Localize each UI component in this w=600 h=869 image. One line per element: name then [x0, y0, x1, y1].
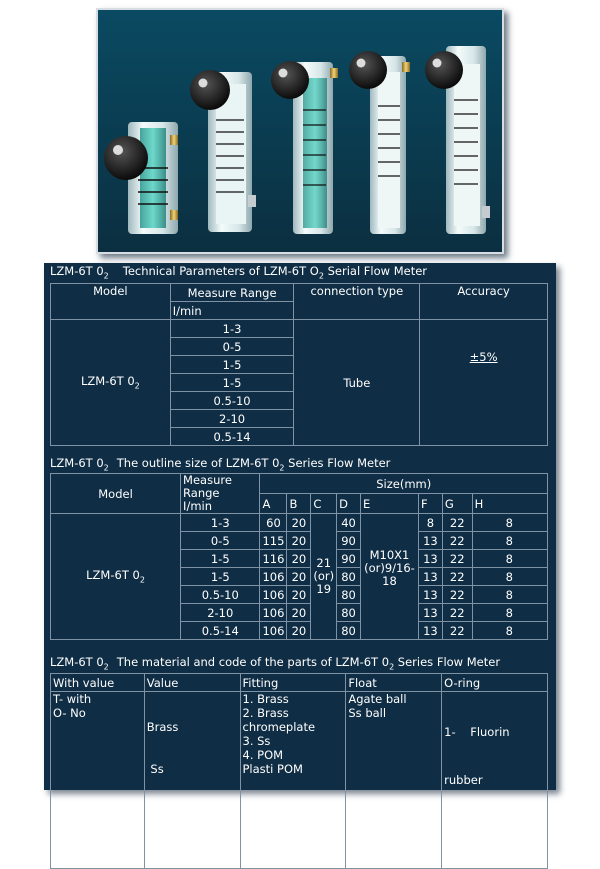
f-cell: 13 — [418, 550, 442, 568]
h-cell: 8 — [472, 550, 547, 568]
fitting-cell — [240, 692, 346, 869]
e-cell — [361, 514, 419, 640]
fitting-line: 4. POM — [242, 748, 284, 762]
header-col-b: B — [287, 494, 311, 514]
header-value: Value — [144, 674, 240, 692]
title-suffix: Series Flow Meter — [284, 456, 391, 470]
title-main-sub: 2 — [389, 662, 395, 672]
float-cell — [346, 692, 442, 869]
title-suffix: Series Flow Meter — [394, 655, 501, 669]
header-float: Float — [346, 674, 442, 692]
b-cell: 20 — [287, 622, 311, 640]
range-cell: 1-3 — [170, 320, 294, 338]
e-line2: (or)9/16- — [364, 561, 415, 575]
c-cell — [311, 514, 337, 640]
fitting-line: chromeplate — [242, 720, 316, 734]
product-photo — [96, 8, 504, 254]
range-cell: 1-5 — [170, 356, 294, 374]
d-cell: 80 — [337, 622, 361, 640]
title-main-sub: 2 — [318, 271, 324, 281]
flow-meters-illustration — [98, 10, 502, 252]
h-cell: 8 — [472, 622, 547, 640]
range-cell: 2-10 — [170, 410, 294, 428]
b-cell: 20 — [287, 532, 311, 550]
c-line2: (or) — [313, 569, 335, 583]
fitting-line: 1. Brass — [242, 692, 289, 706]
header-unit: I/min — [170, 302, 294, 320]
model-name: LZM-6T 0 — [86, 568, 140, 583]
header-model: Model — [51, 474, 181, 514]
c-line3: 19 — [316, 582, 332, 596]
header-with-value: With value — [51, 674, 145, 692]
header-col-h: H — [472, 494, 547, 514]
e-line3: 18 — [382, 574, 397, 588]
g-cell: 22 — [442, 622, 472, 640]
header-connection-type: connection type — [294, 284, 420, 320]
header-col-c: C — [311, 494, 337, 514]
title-suffix: Serial Flow Meter — [323, 264, 428, 278]
f-cell: 13 — [418, 622, 442, 640]
title-sub: 2 — [103, 662, 109, 672]
technical-parameters-table — [50, 283, 548, 446]
o-ring-line: rubber — [444, 773, 483, 787]
header-model: Model — [51, 284, 171, 320]
a-cell: 106 — [260, 604, 287, 622]
range-cell: 1-5 — [181, 550, 260, 568]
accuracy-text: ±5% — [469, 350, 498, 364]
a-cell: 115 — [260, 532, 287, 550]
range-cell: 0-5 — [181, 532, 260, 550]
h-cell: 8 — [472, 604, 547, 622]
range-cell: 0.5-10 — [170, 392, 294, 410]
header-measure-range — [181, 474, 260, 514]
c-line1: 21 — [316, 556, 332, 570]
d-cell: 80 — [337, 586, 361, 604]
o-ring-line: 2- Butyl — [444, 821, 508, 835]
value-cell — [144, 692, 240, 869]
title-model-prefix: LZM-6T 0 — [50, 655, 104, 669]
float-line: Agate ball — [348, 692, 407, 706]
a-cell: 106 — [260, 568, 287, 586]
title-main: Technical Parameters of LZM-6T O — [122, 264, 319, 278]
a-cell: 106 — [260, 586, 287, 604]
range-cell: 1-5 — [181, 568, 260, 586]
o-ring-line: 1- Fluorin — [444, 725, 510, 739]
g-cell: 22 — [442, 550, 472, 568]
b-cell: 20 — [287, 550, 311, 568]
title-model-prefix: LZM-6T 0 — [50, 264, 104, 278]
table-row — [51, 514, 548, 532]
g-cell: 22 — [442, 532, 472, 550]
f-cell: 13 — [418, 568, 442, 586]
connection-value: Tube — [294, 320, 420, 446]
material-table — [50, 673, 548, 869]
value-line: Ss — [146, 762, 164, 776]
b-cell: 20 — [287, 568, 311, 586]
model-cell — [51, 514, 181, 640]
spec-panel — [44, 263, 556, 835]
d-cell: 90 — [337, 550, 361, 568]
d-cell: 40 — [337, 514, 361, 532]
range-cell: 0-5 — [170, 338, 294, 356]
d-cell: 80 — [337, 604, 361, 622]
d-cell: 80 — [337, 568, 361, 586]
accuracy-value — [420, 320, 548, 446]
float-line: Ss ball — [348, 706, 387, 720]
range-cell: 0.5-10 — [181, 586, 260, 604]
outline-size-table — [50, 473, 548, 640]
h-cell: 8 — [472, 586, 547, 604]
title-model-prefix: LZM-6T 0 — [50, 456, 104, 470]
header-size: Size(mm) — [260, 474, 548, 494]
b-cell: 20 — [287, 586, 311, 604]
b-cell: 20 — [287, 514, 311, 532]
with-value-line: O- No — [53, 706, 86, 720]
a-cell: 116 — [260, 550, 287, 568]
range-cell: 1-5 — [170, 374, 294, 392]
d-cell: 90 — [337, 532, 361, 550]
title-sub: 2 — [103, 463, 109, 473]
header-col-a: A — [260, 494, 287, 514]
header-measure-line2: Range — [183, 486, 220, 500]
header-col-d: D — [337, 494, 361, 514]
title-main: The material and code of the parts of LZM-6T 0 — [116, 655, 390, 669]
h-cell: 8 — [472, 514, 547, 532]
header-measure-line3: I/min — [183, 499, 212, 513]
g-cell: 22 — [442, 586, 472, 604]
with-value-cell — [51, 692, 145, 869]
g-cell: 22 — [442, 514, 472, 532]
range-cell: 0.5-14 — [181, 622, 260, 640]
title-main: The outline size of LZM-6T 0 — [116, 456, 280, 470]
e-line1: M10X1 — [369, 548, 410, 562]
title-main-sub: 2 — [279, 463, 285, 473]
f-cell: 13 — [418, 586, 442, 604]
range-cell: 1-3 — [181, 514, 260, 532]
fitting-line: 3. Ss — [242, 734, 271, 748]
model-sub: 2 — [134, 381, 140, 391]
f-cell: 13 — [418, 604, 442, 622]
h-cell: 8 — [472, 568, 547, 586]
model-name: LZM-6T 0 — [80, 374, 135, 389]
h-cell: 8 — [472, 532, 547, 550]
f-cell: 13 — [418, 532, 442, 550]
header-measure-range: Measure Range — [170, 284, 294, 302]
technical-parameters-title — [50, 264, 427, 280]
material-title — [50, 655, 500, 671]
fitting-line: 2. Brass — [242, 706, 289, 720]
g-cell: 22 — [442, 604, 472, 622]
b-cell: 20 — [287, 604, 311, 622]
fitting-line: Plasti POM — [242, 762, 303, 776]
a-cell: 106 — [260, 622, 287, 640]
g-cell: 22 — [442, 568, 472, 586]
with-value-line: T- with — [53, 692, 92, 706]
header-o-ring: O-ring — [442, 674, 548, 692]
header-col-e: E — [361, 494, 419, 514]
model-sub: 2 — [139, 575, 145, 585]
value-line: Brass — [146, 720, 179, 734]
model-cell — [51, 320, 171, 446]
header-measure-line1: Measure — [183, 473, 232, 487]
header-col-g: G — [442, 494, 472, 514]
range-cell: 0.5-14 — [170, 428, 294, 446]
f-cell: 8 — [418, 514, 442, 532]
header-accuracy: Accuracy — [420, 284, 548, 320]
header-col-f: F — [418, 494, 442, 514]
range-cell: 2-10 — [181, 604, 260, 622]
a-cell: 60 — [260, 514, 287, 532]
header-fitting: Fitting — [240, 674, 346, 692]
title-sub: 2 — [103, 271, 109, 281]
o-ring-cell — [442, 692, 548, 869]
outline-size-title — [50, 456, 390, 472]
